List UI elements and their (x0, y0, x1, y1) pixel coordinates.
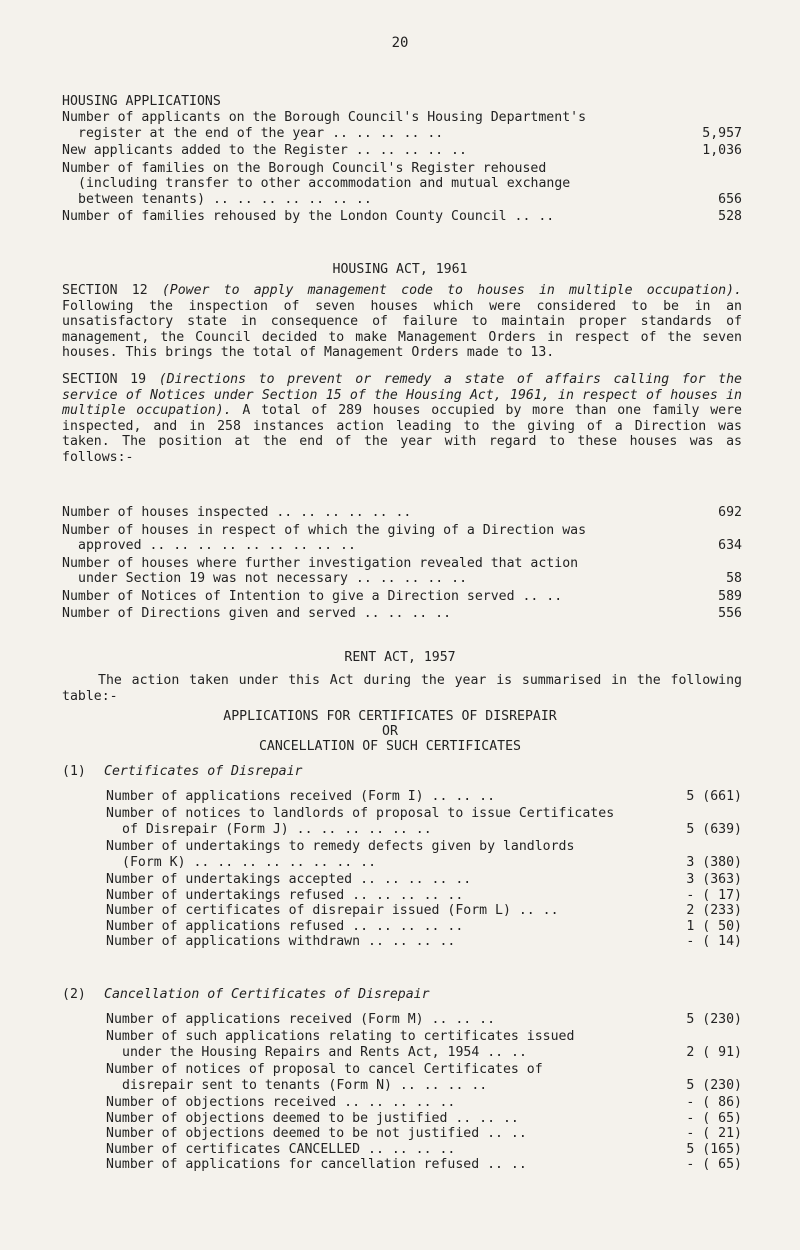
value: 528 (718, 209, 742, 224)
value: 5 (230) (686, 1011, 742, 1027)
list-item: Number of Directions given and served .. .. .. .. 556 (62, 606, 742, 621)
rent-act-heading: RENT ACT, 1957 (344, 650, 456, 665)
list-item: Number of applications refused .. .. .. .. .. 1 ( 50) (106, 918, 742, 934)
list-item: Number of applications for cancellation refused .. .. - ( 65) (106, 1157, 742, 1172)
value: 5 (639) (686, 821, 742, 837)
value: 3 (380) (686, 854, 742, 870)
value: - ( 65) (686, 1110, 742, 1126)
value: - ( 14) (686, 934, 742, 949)
section-title: Cancellation of Certificates of Disrepair (104, 987, 430, 1002)
value: 1 ( 50) (686, 918, 742, 934)
value: 5,957 (702, 125, 742, 141)
list-item: Number of objections deemed to be not justified .. .. - ( 21) (106, 1126, 742, 1141)
value: 1,036 (702, 143, 742, 158)
list-item: Number of such applications relating to certificates issued under the Housing Repairs and Rents Act, 1954 .. .. 2 ( 91) (106, 1029, 742, 1060)
value: 3 (363) (686, 872, 742, 887)
list-item: Number of objections deemed to be justified .. .. .. - ( 65) (106, 1110, 742, 1126)
rent-act-intro: The action taken under this Act during the year is summarised in the following table:- (62, 673, 742, 704)
value: 2 (233) (686, 903, 742, 918)
value: - ( 21) (686, 1126, 742, 1141)
value: 5 (165) (686, 1141, 742, 1157)
housing-act-heading: HOUSING ACT, 1961 (332, 262, 468, 277)
value: 656 (718, 191, 742, 207)
value: 5 (230) (686, 1077, 742, 1093)
list-item: Number of notices of proposal to cancel Certificates of disrepair sent to tenants (Form N) .. .. .. .. 5 (230) (106, 1062, 742, 1093)
table-title-2: OR (382, 724, 398, 739)
value: 589 (718, 588, 742, 604)
list-item: Number of notices to landlords of proposal to issue Certificates of Disrepair (Form J) .. .. .. .. .. .. 5 (639) (106, 806, 742, 837)
certificates-of-disrepair-section: (1) Certificates of Disrepair Number of applications received (Form I) .. .. .. 5 (661) Number of notices to landlords of proposal to issue Certificates of Disrepair (Form J) .. .. .. .. .. .. 5 (639) Number of undertakings to remedy defects given by landlords (Form K) .. .. .. .. .. .. .. .. 3 (380) Number of undertakings accepted .. .. .. .. .. 3 (363) Number of undertakings refused .. .. .. .. .. - ( 17) Number of certificates of disrepair issued (Form L) .. .. 2 (233) Number of applications refused .. .. .. .. .. 1 ( 50) Number of applications withdrawn .. .. .. .. - ( 14) (62, 764, 742, 949)
value: 556 (718, 606, 742, 621)
list-item: Number of applications withdrawn .. .. .. .. - ( 14) (106, 934, 742, 949)
list-item: Number of houses in respect of which the giving of a Direction was approved .. .. .. .. .. .. .. .. .. 634 (62, 522, 742, 553)
value: 2 ( 91) (686, 1044, 742, 1060)
value: 634 (718, 538, 742, 553)
list-item: Number of undertakings to remedy defects given by landlords (Form K) .. .. .. .. .. .. .. .. 3 (380) (106, 839, 742, 870)
list-item: Number of Notices of Intention to give a Direction served .. .. 589 (62, 588, 742, 604)
list-item: Number of certificates of disrepair issued (Form L) .. .. 2 (233) (106, 903, 742, 918)
list-item: Number of objections received .. .. .. .. .. - ( 86) (106, 1095, 742, 1110)
list-item: Number of applicants on the Borough Council's Housing Department's register at the end of the year .. .. .. .. .. 5,957 (62, 110, 742, 141)
list-item: Number of families on the Borough Council's Register rehoused (including transfer to other accommodation and mutual exchange between tenants) .. .. .. .. .. .. .. 656 (62, 160, 742, 207)
table-title-1: APPLICATIONS FOR CERTIFICATES OF DISREPAIR (223, 709, 557, 724)
section-title: Certificates of Disrepair (104, 764, 303, 779)
table-title-3: CANCELLATION OF SUCH CERTIFICATES (258, 739, 521, 754)
list-item: Number of houses where further investigation revealed that action under Section 19 was not necessary .. .. .. .. .. 58 (62, 555, 742, 586)
value: - ( 65) (686, 1157, 742, 1172)
list-item: Number of undertakings refused .. .. .. .. .. - ( 17) (106, 887, 742, 903)
housing-applications-heading: HOUSING APPLICATIONS (62, 94, 221, 109)
list-item: Number of applications received (Form I) .. .. .. 5 (661) (106, 788, 742, 804)
list-item: Number of undertakings accepted .. .. .. .. .. 3 (363) (106, 872, 742, 887)
list-item: Number of certificates CANCELLED .. .. .. .. 5 (165) (106, 1141, 742, 1157)
value: 692 (718, 505, 742, 520)
housing-applications-list (62, 110, 742, 225)
cancellation-section: (2) Cancellation of Certificates of Disrepair Number of applications received (Form M) .. .. .. 5 (230) Number of such applications relating to certificates issued under the Housing Repairs and Rents Act, 1954 .. .. 2 ( 91) Number of notices of proposal to cancel Certificates of disrepair sent to tenants (Form N) .. .. .. .. 5 (230) Number of objections received .. .. .. .. .. - ( 86) Number of objections deemed to be justified .. .. .. - ( 65) Number of objections deemed to be not justified .. .. - ( 21) Number of certificates CANCELLED .. .. .. .. 5 (165) Number of applications for cancellation refused .. .. - ( 65) (62, 987, 742, 1172)
value: - ( 17) (686, 887, 742, 903)
list-item: Number of applications received (Form M) .. .. .. 5 (230) (106, 1011, 742, 1027)
housing-act-list (62, 505, 742, 622)
list-item: Number of families rehoused by the London County Council .. .. 528 (62, 209, 742, 224)
value: - ( 86) (686, 1095, 742, 1110)
section-19-paragraph: SECTION 19 (Directions to prevent or remedy a state of affairs calling for the service of Notices under Section 15 of the Housing Act, 1961, in respect of houses in multiple occupation). A total of 289 houses occupied by more than one family were inspected, and in 258 instances action leading to the giving of a Direction was taken. The position at the end of the year with regard to these houses was as follows:- (62, 372, 742, 465)
list-item: Number of houses inspected .. .. .. .. .. .. 692 (62, 505, 742, 520)
section-12-paragraph: SECTION 12 (Power to apply management code to houses in multiple occupation). Following the inspection of seven houses which were considered to be in an unsatisfactory state in consequence of failure to maintain proper standards of management, the Council decided to make Management Orders in respect of the seven houses. This brings the total of Management Orders made to 13. (62, 283, 742, 360)
list-item: New applicants added to the Register .. .. .. .. .. 1,036 (62, 143, 742, 158)
value: 58 (726, 571, 742, 586)
page-number: 20 (391, 35, 409, 51)
value: 5 (661) (686, 788, 742, 804)
